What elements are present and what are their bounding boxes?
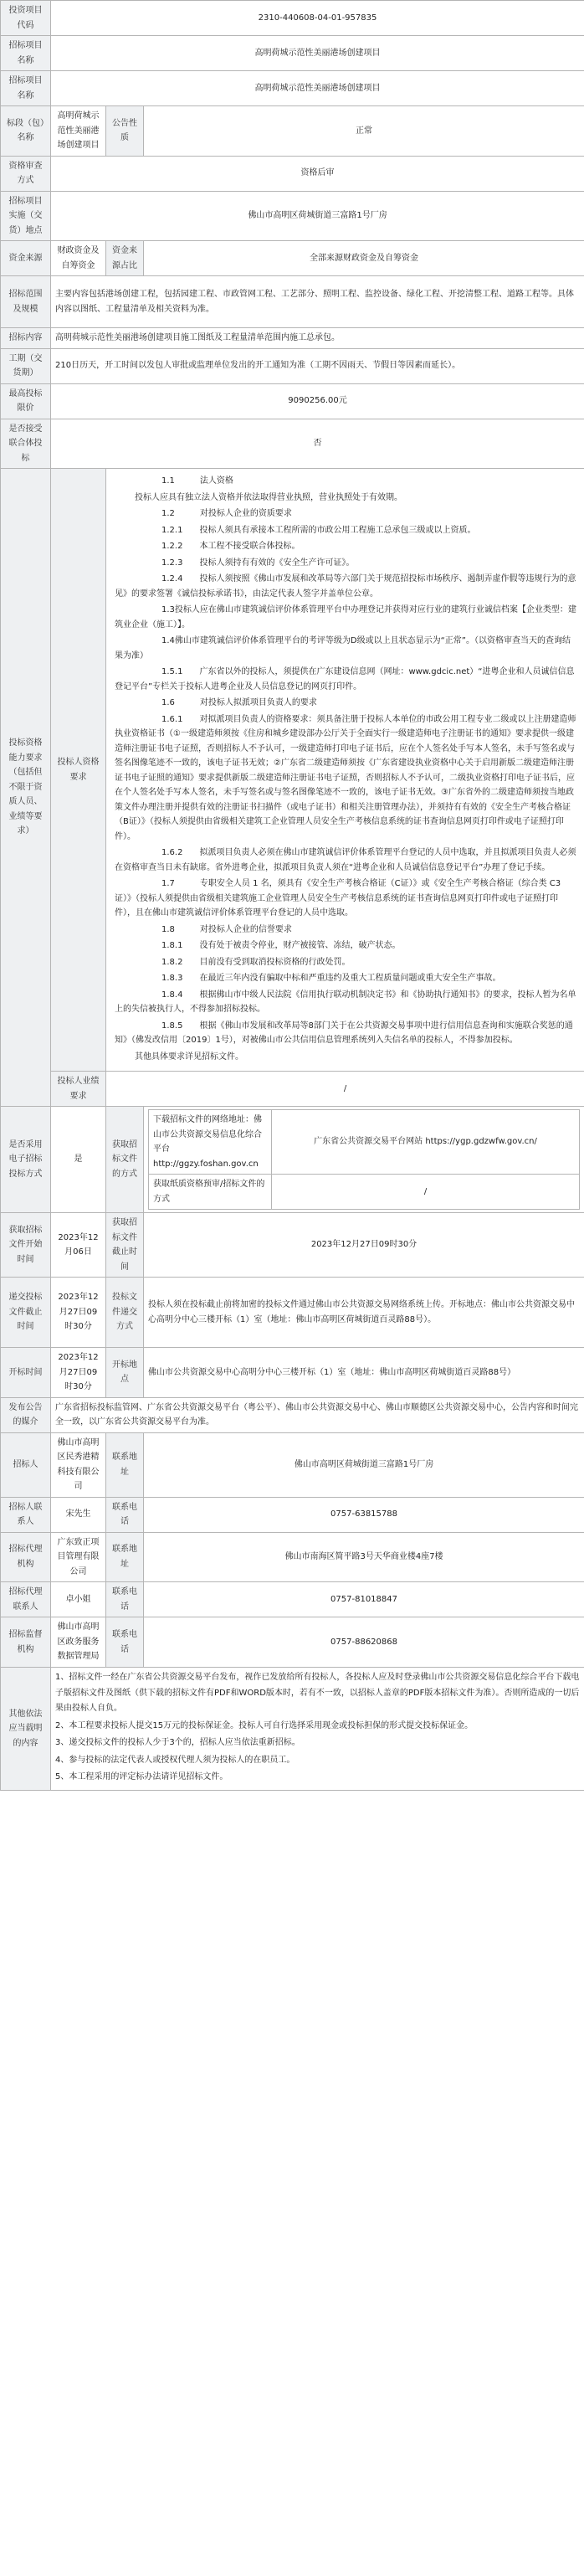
row-project-name: [1, 36, 584, 71]
row-opening: [1, 1348, 584, 1398]
qual-paragraph: 1.6.1 对拟派项目负责人的资格要求：须具备注册于投标人本单位的市政公用工程专业二级或以上注册建造师执业资格证书（①一级建造师须按《住房和城乡建设部办公厅关于全面实行一级建造师电子注册证书的通知》要求提供一级建造师注册证书电子证照，否则招标人不予认可，一级建造师打印电子证书后，应在个人签名处手写本人签名，未手写签名或与签名图像笔迹不一致的，该电子证书无效；②广东省二级建造师须按《广东省建设执业资格中心关于启用新版二级建造师注册证书电子证照的通知》要求提供新版二级建造师注册证书电子证照，否则招标人不予认可，二级执业资格打印电子证书后，应在个人签名处手写本人签名，未手写签名或与签名图像笔迹不一致的，该电子证书无效。③广东省外的二级建造师须按当地政策文件办理注册并提供有效的注册证书扫描件（或电子证书）和相关注册管理办法），并须持有有效的《安全生产考核合格证（B证）》（投标人须提供由省级相关建筑工企业管理人员安全生产考核信息系统的证书查询信息网页打印件或电子证照打印件）。: [115, 714, 576, 841]
deadline-label: 递交投标文件截止时间: [1, 1278, 51, 1348]
qual-paragraph: 1.8 对投标人企业的信誉要求: [161, 924, 292, 934]
scope-value: 主要内容包括港场创建工程，包括园建工程、市政管网工程、工艺部分、照明工程、监控设备、绿化工程、开挖清整工程、道路工程等。具体内容以图纸、工程量清单及相关资料为准。: [51, 276, 584, 328]
tenderer-value: 佛山市高明区民秀港精科技有限公司: [51, 1432, 106, 1497]
supervisor-value: 佛山市高明区政务服务数据管理局: [51, 1617, 106, 1668]
consortium-label: 是否接受联合体投标: [1, 419, 51, 469]
notes-label: 其他依法应当载明的内容: [1, 1668, 51, 1791]
qual-paragraph: 1.8.5 根据《佛山市发展和改革局等8部门关于在公共资源交易事项中进行信用信息查询和实施联合奖惩的通知》（佛发改信用〔2019〕1号），对被佛山市公共信用信息管理系统列入失信名单的投标人，不得参加投标。: [115, 1021, 573, 1045]
submit-method-value: 投标人须在投标截止前将加密的投标文件通过佛山市公共资源交易网络系统上传。开标地点：佛山市公共资源交易中心高明分中心三楼开标（1）室（地址：佛山市高明区荷城街道百灵路88号）。: [144, 1278, 584, 1348]
qual-paragraph: 1.2.2 本工程不接受联合体投标。: [161, 542, 300, 551]
row-agent-contact: [1, 1582, 584, 1617]
review-method-value: 资格后审: [51, 156, 584, 191]
qual-paragraph: 1.2.1 投标人须具有承接本工程所需的市政公用工程施工总承包三级或以上资质。: [161, 525, 476, 535]
performance-label: 投标人业绩要求: [51, 1072, 106, 1107]
agent-address-value: 佛山市南海区简平路3号天华商业楼4座7楼: [144, 1532, 584, 1582]
opening-time-label: 开标时间: [1, 1348, 51, 1398]
media-value: 广东省招标投标监管网、广东省公共资源交易平台（粤公平）、佛山市公共资源交易中心、佛山市顺德区公共资源交易中心，公告内容和时间完全一致，以广东省公共资源交易平台为准。: [51, 1397, 584, 1432]
qual-paragraph: 1.2 对投标人企业的资质要求: [161, 509, 292, 518]
bid-name-value: 高明荷城示范性美丽港场创建项目: [51, 71, 584, 106]
row-get-time: [1, 1213, 584, 1278]
row-electronic: [1, 1107, 584, 1213]
fund-ratio-value: 全部来源财政资金及自筹资金: [144, 241, 584, 276]
qual-paragraph: 1.2.3 投标人须持有有效的《安全生产许可证》。: [161, 558, 355, 568]
row-tenderer: [1, 1432, 584, 1497]
download-address[interactable]: 下载招标文件的网络地址：佛山市公共资源交易信息化综合平台http://ggzy.foshan.gov.cn: [149, 1110, 272, 1175]
row-notes: [1, 1668, 584, 1791]
max-price-value: 9090256.00元: [51, 383, 584, 419]
note-item: 2、本工程要求投标人提交15万元的投标保证金。投标人可自行选择采用现金或投标担保的形式提交投标保证金。: [55, 1720, 474, 1730]
qualifications-inner-label: 投标人资格要求: [51, 469, 106, 1072]
opening-place-label: 开标地点: [106, 1348, 144, 1398]
row-agent: [1, 1532, 584, 1582]
get-method-grid: [148, 1109, 580, 1210]
row-qualifications: [1, 469, 584, 1072]
agent-phone-value: 0757-81018847: [144, 1582, 584, 1617]
notice-nature-label: 公告性质: [106, 106, 144, 157]
section-name: 高明荷城示范性美丽港场创建项目: [51, 106, 106, 157]
media-label: 发布公告的媒介: [1, 1397, 51, 1432]
period-label: 工期（交货期）: [1, 348, 51, 383]
qual-paragraph: 1.4佛山市建筑诚信评价体系管理平台的考评等级为D级或以上且状态显示为“正常”。（以资格审查当天的查询结果为准）: [115, 636, 571, 661]
row-tenderer-contact: [1, 1497, 584, 1532]
note-item: 4、参与投标的法定代表人或授权代理人须为投标人的在职员工。: [55, 1755, 295, 1765]
bid-name-label: 招标项目名称: [1, 71, 51, 106]
performance-value: /: [106, 1072, 584, 1107]
get-method-value: [144, 1107, 584, 1213]
get-start-label: 获取招标文件开始时间: [1, 1213, 51, 1278]
note-item: 5、本工程采用的评定标办法请详见招标文件。: [55, 1772, 228, 1782]
project-code-value: 2310-440608-04-01-957835: [51, 1, 584, 36]
tenderer-contact-label: 招标人联系人: [1, 1497, 51, 1532]
fund-ratio-label: 资金来源占比: [106, 241, 144, 276]
qualifications-outer-label: 投标资格能力要求（包括但不限于资质人员、业绩等要求）: [1, 469, 51, 1107]
tenderer-address-value: 佛山市高明区荷城街道三富路1号厂房: [144, 1432, 584, 1497]
tenderer-contact-value: 宋先生: [51, 1497, 106, 1532]
tenderer-address-label: 联系地址: [106, 1432, 144, 1497]
tenderer-phone-label: 联系电话: [106, 1497, 144, 1532]
get-start-value: 2023年12月06日: [51, 1213, 106, 1278]
qual-paragraph: 1.8.1 没有处于被责令停业，财产被接管、冻结，破产状态。: [161, 941, 401, 950]
qual-paragraph: 1.8.3 在最近三年内没有骗取中标和严重违约及重大工程质量问题或重大安全生产事故。: [161, 974, 501, 983]
electronic-value: 是: [51, 1107, 106, 1213]
tenderer-phone-value: 0757-63815788: [144, 1497, 584, 1532]
notice-nature-value: 正常: [144, 106, 584, 157]
content-value: 高明荷城示范性美丽港场创建项目施工图纸及工程量清单范围内施工总承包。: [51, 328, 584, 349]
qual-paragraph: 1.5.1 广东省以外的投标人，须提供在广东建设信息网（网址：www.gdcic.net）“进粤企业和人员诚信信息登记平台”专栏关于投标人进粤企业及人员信息登记的网页打印件。: [115, 667, 575, 692]
agent-contact-value: 卓小姐: [51, 1582, 106, 1617]
supervisor-phone-label: 联系电话: [106, 1617, 144, 1668]
location-value: 佛山市高明区荷城街道三富路1号厂房: [51, 191, 584, 241]
agent-contact-label: 招标代理联系人: [1, 1582, 51, 1617]
qual-paragraph: 投标人应具有独立法人资格并依法取得营业执照，营业执照处于有效期。: [135, 492, 402, 502]
qual-paragraph: 1.6.2 拟派项目负责人必须在佛山市建筑诚信评价体系管理平台登记的人员中选取，并且拟派项目负责人必须在资格审查当日未有缺席。省外进粤企业，拟派项目负责人须在“进粤企业和人员诚信信息登记平台”办理了登记手续。: [115, 848, 576, 872]
submit-method-label: 投标文件递交方式: [106, 1278, 144, 1348]
qual-paragraph: 1.8.4 根据佛山市中级人民法院《信用执行联动机制决定书》和《协助执行通知书》的要求，投标人暂为名单上的失信被执行人，不得参加招标投标。: [115, 990, 576, 1014]
paper-method-label: 获取纸质资格预审/招标文件的方式: [149, 1175, 272, 1210]
period-value: 210日历天，开工时间以发包人审批或监理单位发出的开工通知为准（工期不因雨天、节假日等因素而延长）。: [51, 348, 584, 383]
notes-text: [51, 1668, 584, 1791]
fund-label: 资金来源: [1, 241, 51, 276]
qual-paragraph: 1.2.4 投标人须按照《佛山市发展和改革局等六部门关于规范招投标市场秩序、遏制弄虚作假等违规行为的意见》的要求签署《诚信投标承诺书》，由法定代表人签字并盖单位公章。: [115, 574, 576, 599]
row-section: [1, 106, 584, 157]
agent-phone-label: 联系电话: [106, 1582, 144, 1617]
project-code-label: 投资项目代码: [1, 1, 51, 36]
row-fund: [1, 241, 584, 276]
get-end-label: 获取招标文件截止时间: [106, 1213, 144, 1278]
row-deadline: [1, 1278, 584, 1348]
provincial-platform-link[interactable]: 广东省公共资源交易平台网站 https://ygp.gdzwfw.gov.cn/: [272, 1110, 580, 1175]
note-item: 1、招标文件一经在广东省公共资源交易平台发布，视作已发放给所有投标人，各投标人应及时登录佛山市公共资源交易信息化综合平台下载电子版招标文件及图纸（供下载的招标文件有PDF和WORD版本时，若有不一致，以招标人盖章的PDF版本招标文件为准）。否则所造成的一切后果由投标人自负。: [55, 1673, 580, 1713]
supervisor-label: 招标监督机构: [1, 1617, 51, 1668]
project-name-value: 高明荷城示范性美丽港场创建项目: [51, 36, 584, 71]
row-location: [1, 191, 584, 241]
paper-method-value: /: [272, 1175, 580, 1210]
scope-label: 招标范围及规模: [1, 276, 51, 328]
consortium-value: 否: [51, 419, 584, 469]
section-label: 标段（包）名称: [1, 106, 51, 157]
tenderer-label: 招标人: [1, 1432, 51, 1497]
row-scope: [1, 276, 584, 328]
review-method-label: 资格审查方式: [1, 156, 51, 191]
qual-paragraph: 1.6 对投标人拟派项目负责人的要求: [161, 698, 317, 707]
max-price-label: 最高投标限价: [1, 383, 51, 419]
opening-time-value: 2023年12月27日09时30分: [51, 1348, 106, 1398]
get-end-value: 2023年12月27日09时30分: [144, 1213, 584, 1278]
row-max-price: [1, 383, 584, 419]
qualifications-text: [106, 469, 584, 1072]
row-performance: [1, 1072, 584, 1107]
row-period: [1, 348, 584, 383]
supervisor-phone-value: 0757-88620868: [144, 1617, 584, 1668]
project-name-label: 招标项目名称: [1, 36, 51, 71]
qual-paragraph: 1.8.2 目前没有受到取消投标资格的行政处罚。: [161, 957, 351, 967]
content-label: 招标内容: [1, 328, 51, 349]
opening-place-value: 佛山市公共资源交易中心高明分中心三楼开标（1）室（地址：佛山市高明区荷城街道百灵路88号）: [144, 1348, 584, 1398]
agent-address-label: 联系地址: [106, 1532, 144, 1582]
fund-source: 财政资金及自筹资金: [51, 241, 106, 276]
electronic-label: 是否采用电子招标投标方式: [1, 1107, 51, 1213]
row-content: [1, 328, 584, 349]
qual-paragraph: 1.7 专职安全人员 1 名，须具有《安全生产考核合格证（C证）》或《安全生产考核合格证（综合类 C3 证）》（投标人须提供由省级相关建筑施工企业管理人员安全生产考核信息系统的证书查询信息网页打印件或电子证照打印件），且在佛山市建筑诚信评价体系管理平台登记的人员中选取。: [115, 879, 564, 918]
row-media: [1, 1397, 584, 1432]
deadline-value: 2023年12月27日09时30分: [51, 1278, 106, 1348]
row-bid-name: [1, 71, 584, 106]
row-project-code: [1, 1, 584, 36]
note-item: 3、递交投标文件的投标人少于3个的，招标人应当依法重新招标。: [55, 1738, 300, 1747]
row-consortium: [1, 419, 584, 469]
row-supervisor: [1, 1617, 584, 1668]
agent-label: 招标代理机构: [1, 1532, 51, 1582]
get-method-label: 获取招标文件的方式: [106, 1107, 144, 1213]
row-review-method: [1, 156, 584, 191]
agent-value: 广东致正项目管理有限公司: [51, 1532, 106, 1582]
location-label: 招标项目实施（交货）地点: [1, 191, 51, 241]
qual-paragraph: 1.1 法人资格: [161, 476, 233, 486]
qual-paragraph: 1.3投标人应在佛山市建筑诚信评价体系管理平台中办理登记并获得对应行业的建筑行业诚信档案【企业类型：建筑业企业（施工）】。: [115, 605, 576, 630]
qual-paragraph: 其他具体要求详见招标文件。: [135, 1051, 243, 1062]
